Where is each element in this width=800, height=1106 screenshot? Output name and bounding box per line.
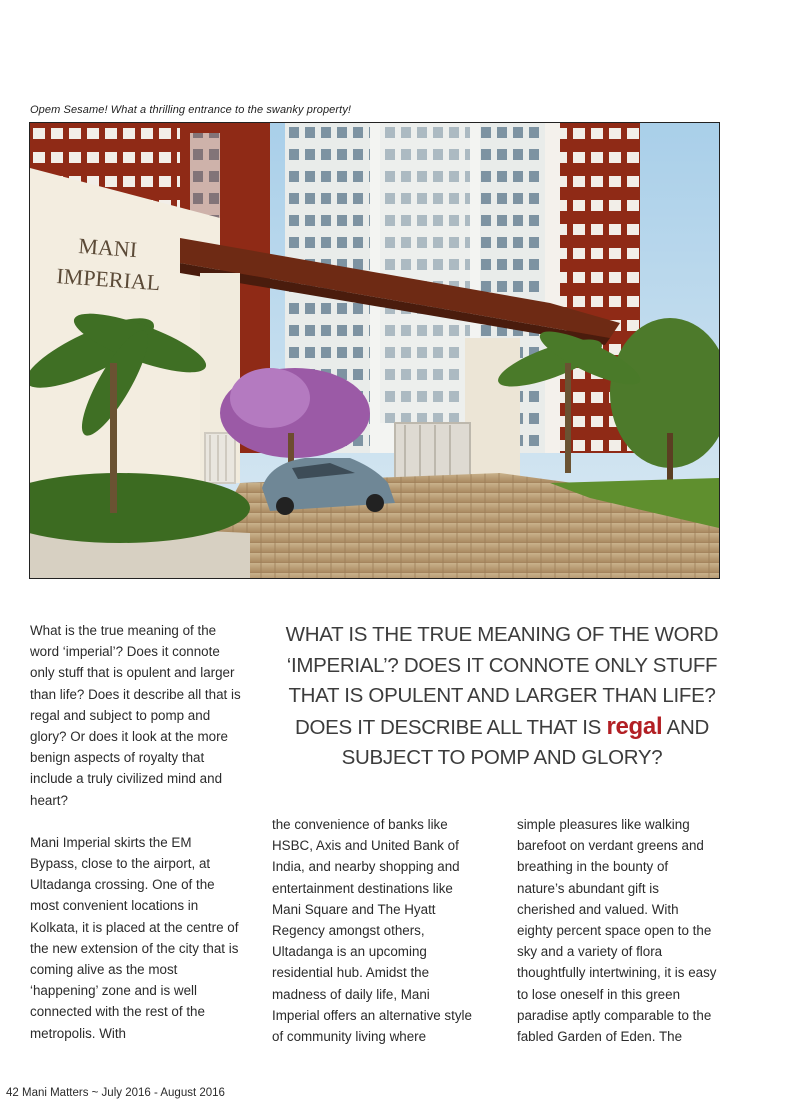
gate-left — [205, 433, 235, 483]
column-2 — [272, 814, 477, 1047]
pullquote-highlight: regal — [606, 712, 663, 740]
page-footer: 42 Mani Matters ~ July 2016 - August 2016 — [6, 1087, 225, 1099]
photo-caption: Opem Sesame! What a thrilling entrance to the swanky property! — [30, 104, 352, 116]
entrance-photo — [29, 122, 720, 579]
pillar-right — [465, 338, 520, 483]
pullquote-before: WHAT IS THE TRUE MEANING OF THE WORD ‘IMPERIAL’? DOES IT CONNOTE ONLY STUFF THAT IS OPULENT AND LARGER THAN LIFE? DOES IT DESCRIBE ALL THAT IS — [285, 623, 719, 739]
body-paragraph-1: Mani Imperial skirts the EM Bypass, close to the airport, at Ultadanga crossing. One of the most convenient locations in Kolkata, it is placed at the centre of the new extension of the city that is coming alive as the most ‘happening’ zone and is well connected with the rest of the metropolis. With — [30, 834, 239, 1041]
sign-text-2: IMPERIAL — [55, 263, 162, 296]
column-1 — [30, 620, 242, 1044]
intro-paragraph: What is the true meaning of the word ‘imperial’? Does it connote only stuff that is opulent and larger than life? Does it describe all that is regal and subject to pomp and glory? Or does it look at the more benign aspects of royalty that include a truly civilized mind and heart? — [30, 623, 241, 808]
column-3 — [517, 814, 717, 1047]
sign-text-1: MANI — [77, 233, 138, 263]
pullquote-after: AND SUBJECT TO POMP AND GLORY? — [341, 715, 709, 769]
gate-right — [395, 423, 470, 483]
pull-quote — [282, 620, 722, 774]
body-paragraph-3: simple pleasures like walking barefoot on verdant greens and breathing in the bounty of nature’s abundant gift is cherished and valued. With eighty percent space open to the sky and a variety of flora thoughtfully intertwining, it is easy to lose oneself in this green paradise aptly comparable to the fabled Garden of Eden. The — [517, 817, 717, 1045]
body-paragraph-2: the convenience of banks like HSBC, Axis and United Bank of India, and nearby shopping and entertainment destinations like Mani Square and The Hyatt Regency amongst others, Ultadanga is an upcoming residential hub. Amidst the madness of daily life, Mani Imperial offers an alternative style of community living where — [272, 817, 472, 1045]
